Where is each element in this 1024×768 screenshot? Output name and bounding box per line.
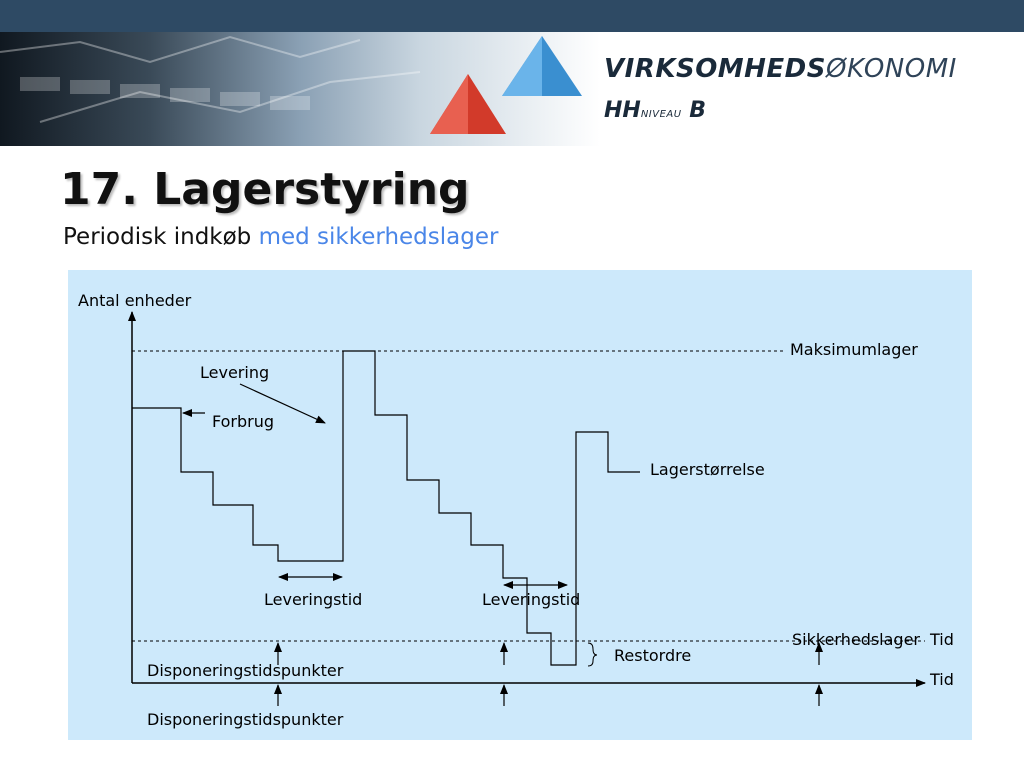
order-points-label-2: Disponeringstidspunkter (147, 710, 344, 729)
backorder-brace (588, 643, 597, 666)
order-points-label-1: Disponeringstidspunkter (147, 661, 344, 680)
safety-stock-label: Sikkerhedslager (792, 630, 921, 649)
safety-time-label: Tid (930, 630, 954, 649)
page-title: 17. Lagerstyring (60, 164, 470, 215)
logo-triangles (420, 32, 600, 146)
delivery-label: Levering (200, 363, 270, 382)
inventory-level-line (132, 351, 640, 665)
y-axis-label: Antal enheder (78, 291, 192, 310)
brand-title: VIRKSOMHEDSØKONOMI (604, 54, 957, 84)
top-bar (0, 0, 1024, 32)
brand-level: HHNIVEAU B (604, 98, 707, 123)
inventory-diagram (68, 270, 972, 740)
consumption-label: Forbrug (212, 412, 275, 431)
backorder-label: Restordre (614, 646, 692, 665)
x-axis-label: Tid (930, 670, 954, 689)
max-stock-label: Maksimumlager (790, 340, 918, 359)
page-subtitle: Periodisk indkøb med sikkerhedslager (63, 224, 499, 250)
lead-time-label-2: Leveringstid (482, 590, 581, 609)
lead-time-label-1: Leveringstid (264, 590, 363, 609)
header-banner (0, 32, 1024, 146)
stock-size-label: Lagerstørrelse (650, 460, 765, 479)
diagram-panel (68, 270, 972, 740)
